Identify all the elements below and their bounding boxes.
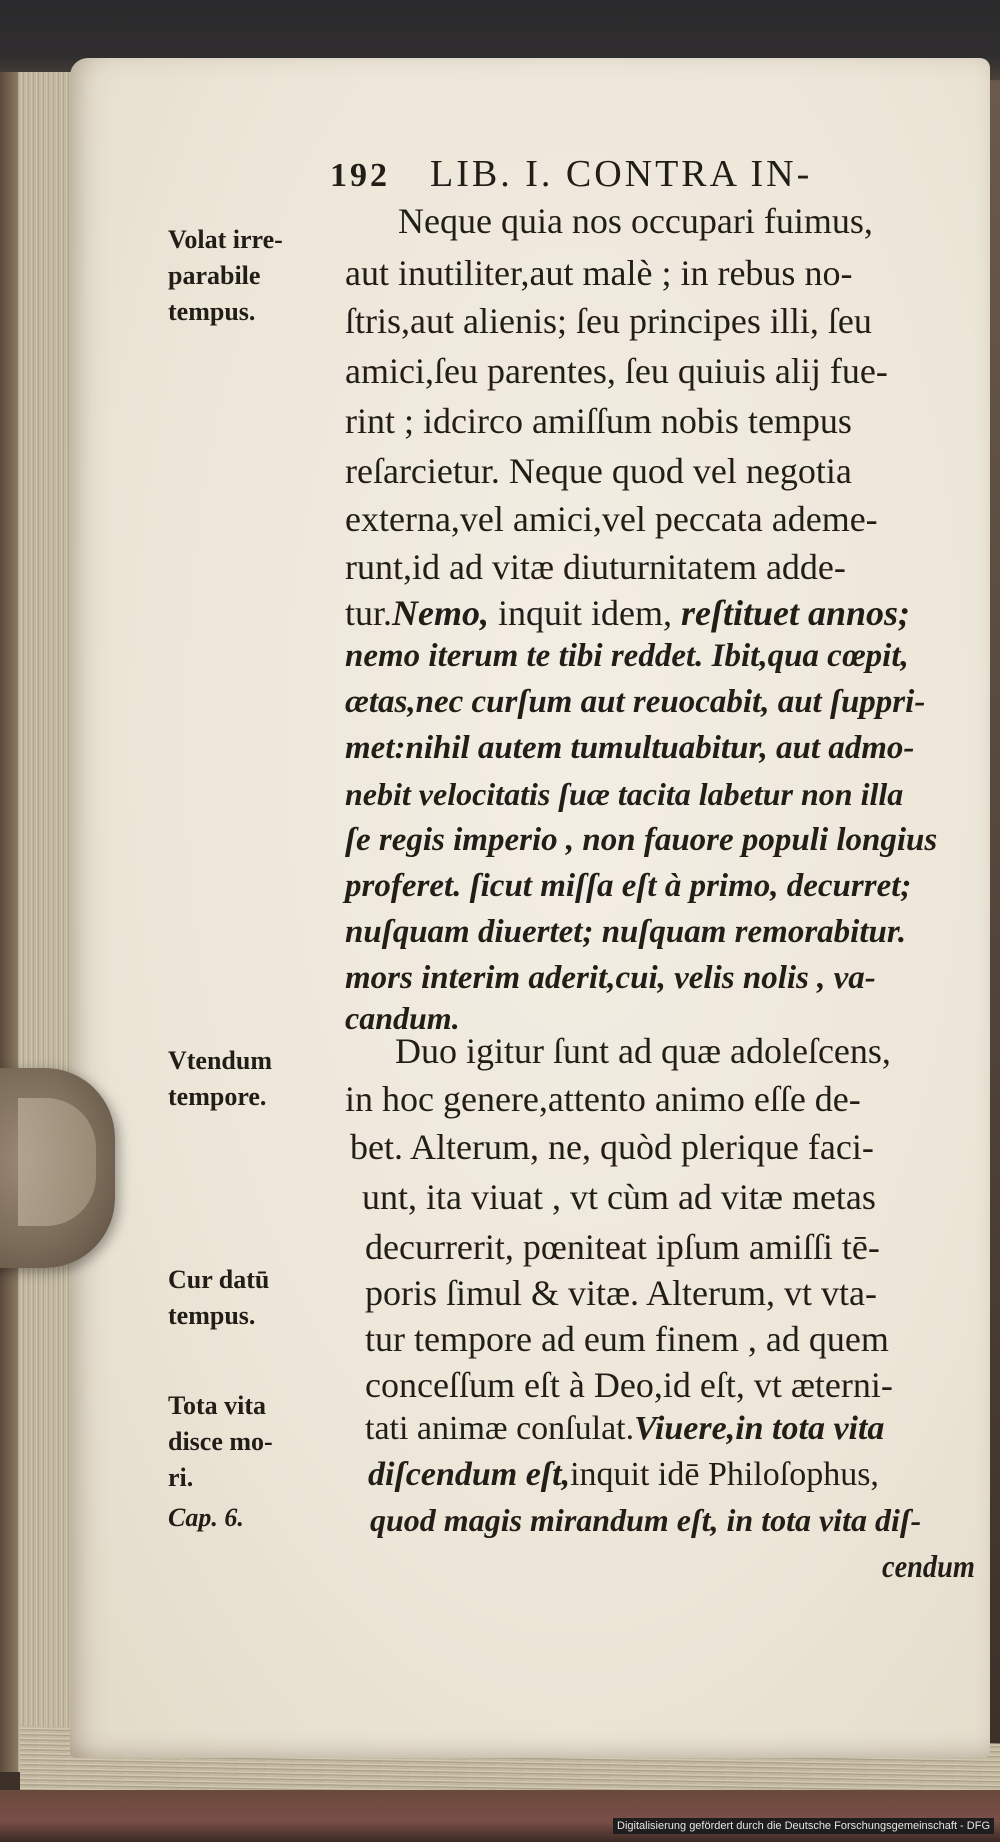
text-line: runt,id ad vitæ diuturnitatem adde- bbox=[345, 547, 846, 587]
text-line-italic: candum. bbox=[345, 1000, 460, 1036]
thumb-nail bbox=[18, 1098, 96, 1226]
text-roman: tati animæ conſulat. bbox=[365, 1410, 635, 1447]
text-line-italic: proferet. ſicut miſſa eſt à primo, decurret; bbox=[345, 868, 912, 904]
text-line: rint ; idcirco amiſſum nobis tempus bbox=[345, 401, 852, 441]
text-italic: reſtituet annos; bbox=[681, 593, 911, 633]
text-line-italic: nebit velocitatis ſuæ tacita labetur non illa bbox=[345, 776, 904, 812]
text-line-italic: nemo iterum te tibi reddet. Ibit,qua cœpit, bbox=[345, 638, 909, 674]
text-italic: Nemo, bbox=[392, 593, 489, 633]
text-line: aut inutiliter,aut malè ; in rebus no- bbox=[345, 253, 853, 293]
text-line: reſarcietur. Neque quod vel negotia bbox=[345, 451, 852, 491]
text-line: unt, ita viuat , vt cùm ad vitæ metas bbox=[362, 1177, 876, 1217]
running-head bbox=[330, 152, 812, 196]
text-roman: inquit idem, bbox=[489, 593, 681, 633]
page-number: 192 bbox=[330, 157, 390, 194]
text-line-italic: ſe regis imperio , non fauore populi longius bbox=[345, 822, 938, 858]
text-line: conceſſum eſt à Deo,id eſt, vt æterni- bbox=[365, 1365, 893, 1405]
text-line bbox=[365, 1410, 884, 1448]
margin-note-1: Volat irre- parabile tempus. bbox=[168, 225, 283, 326]
background-cloth-bottom bbox=[0, 1790, 1000, 1842]
margin-note-2: Vtendum tempore. bbox=[168, 1046, 273, 1111]
text-italic: Viuere,in tota vita bbox=[634, 1410, 885, 1447]
text-line: decurrerit, pœniteat ipſum amiſſi tē- bbox=[365, 1227, 880, 1267]
text-line-italic: mors interim aderit,cui, velis nolis , va- bbox=[345, 960, 876, 996]
text-line-italic: nuſquam diuertet; nuſquam remorabitur. bbox=[345, 914, 907, 950]
book-spine-shadow bbox=[0, 72, 18, 1772]
catchword: cendum bbox=[882, 1548, 975, 1584]
text-line: poris ſimul & vitæ. Alterum, vt vta- bbox=[365, 1273, 877, 1313]
text-line: bet. Alterum, ne, quòd plerique faci- bbox=[350, 1127, 874, 1167]
text-line: tur tempore ad eum finem , ad quem bbox=[365, 1319, 889, 1359]
text-line: in hoc genere,attento animo eſſe de- bbox=[345, 1079, 861, 1119]
text-line-italic: met:nihil autem tumultuabitur, aut admo- bbox=[345, 730, 915, 766]
text-roman: inquit idē Philoſophus, bbox=[570, 1456, 879, 1493]
margin-note-5: Cap. 6. bbox=[168, 1503, 244, 1532]
margin-note-4: Tota vita disce mo- ri. bbox=[168, 1391, 273, 1492]
text-line: externa,vel amici,vel peccata ademe- bbox=[345, 499, 878, 539]
text-roman: tur. bbox=[345, 593, 393, 633]
text-line bbox=[345, 592, 910, 634]
text-line: Duo igitur ſunt ad quæ adoleſcens, bbox=[395, 1031, 891, 1071]
margin-note-3: Cur datū tempus. bbox=[168, 1265, 270, 1330]
text-line-italic: ætas,nec curſum aut reuocabit, aut ſuppri- bbox=[345, 684, 926, 720]
text-line-italic: quod magis mirandum eſt, in tota vita diſ- bbox=[370, 1502, 922, 1538]
text-line: ſtris,aut alienis; ſeu principes illi, ſeu bbox=[345, 301, 872, 341]
text-line: Neque quia nos occupari fuimus, bbox=[398, 201, 873, 241]
text-line bbox=[368, 1456, 879, 1494]
running-head-title: LIB. I. CONTRA IN- bbox=[430, 153, 813, 195]
text-italic: diſcendum eſt, bbox=[368, 1456, 571, 1493]
digitization-credit: Digitalisierung gefördert durch die Deutsche Forschungsgemeinschaft - DFG bbox=[613, 1818, 994, 1834]
text-line: amici,ſeu parentes, ſeu quiuis alij fue- bbox=[345, 351, 888, 391]
